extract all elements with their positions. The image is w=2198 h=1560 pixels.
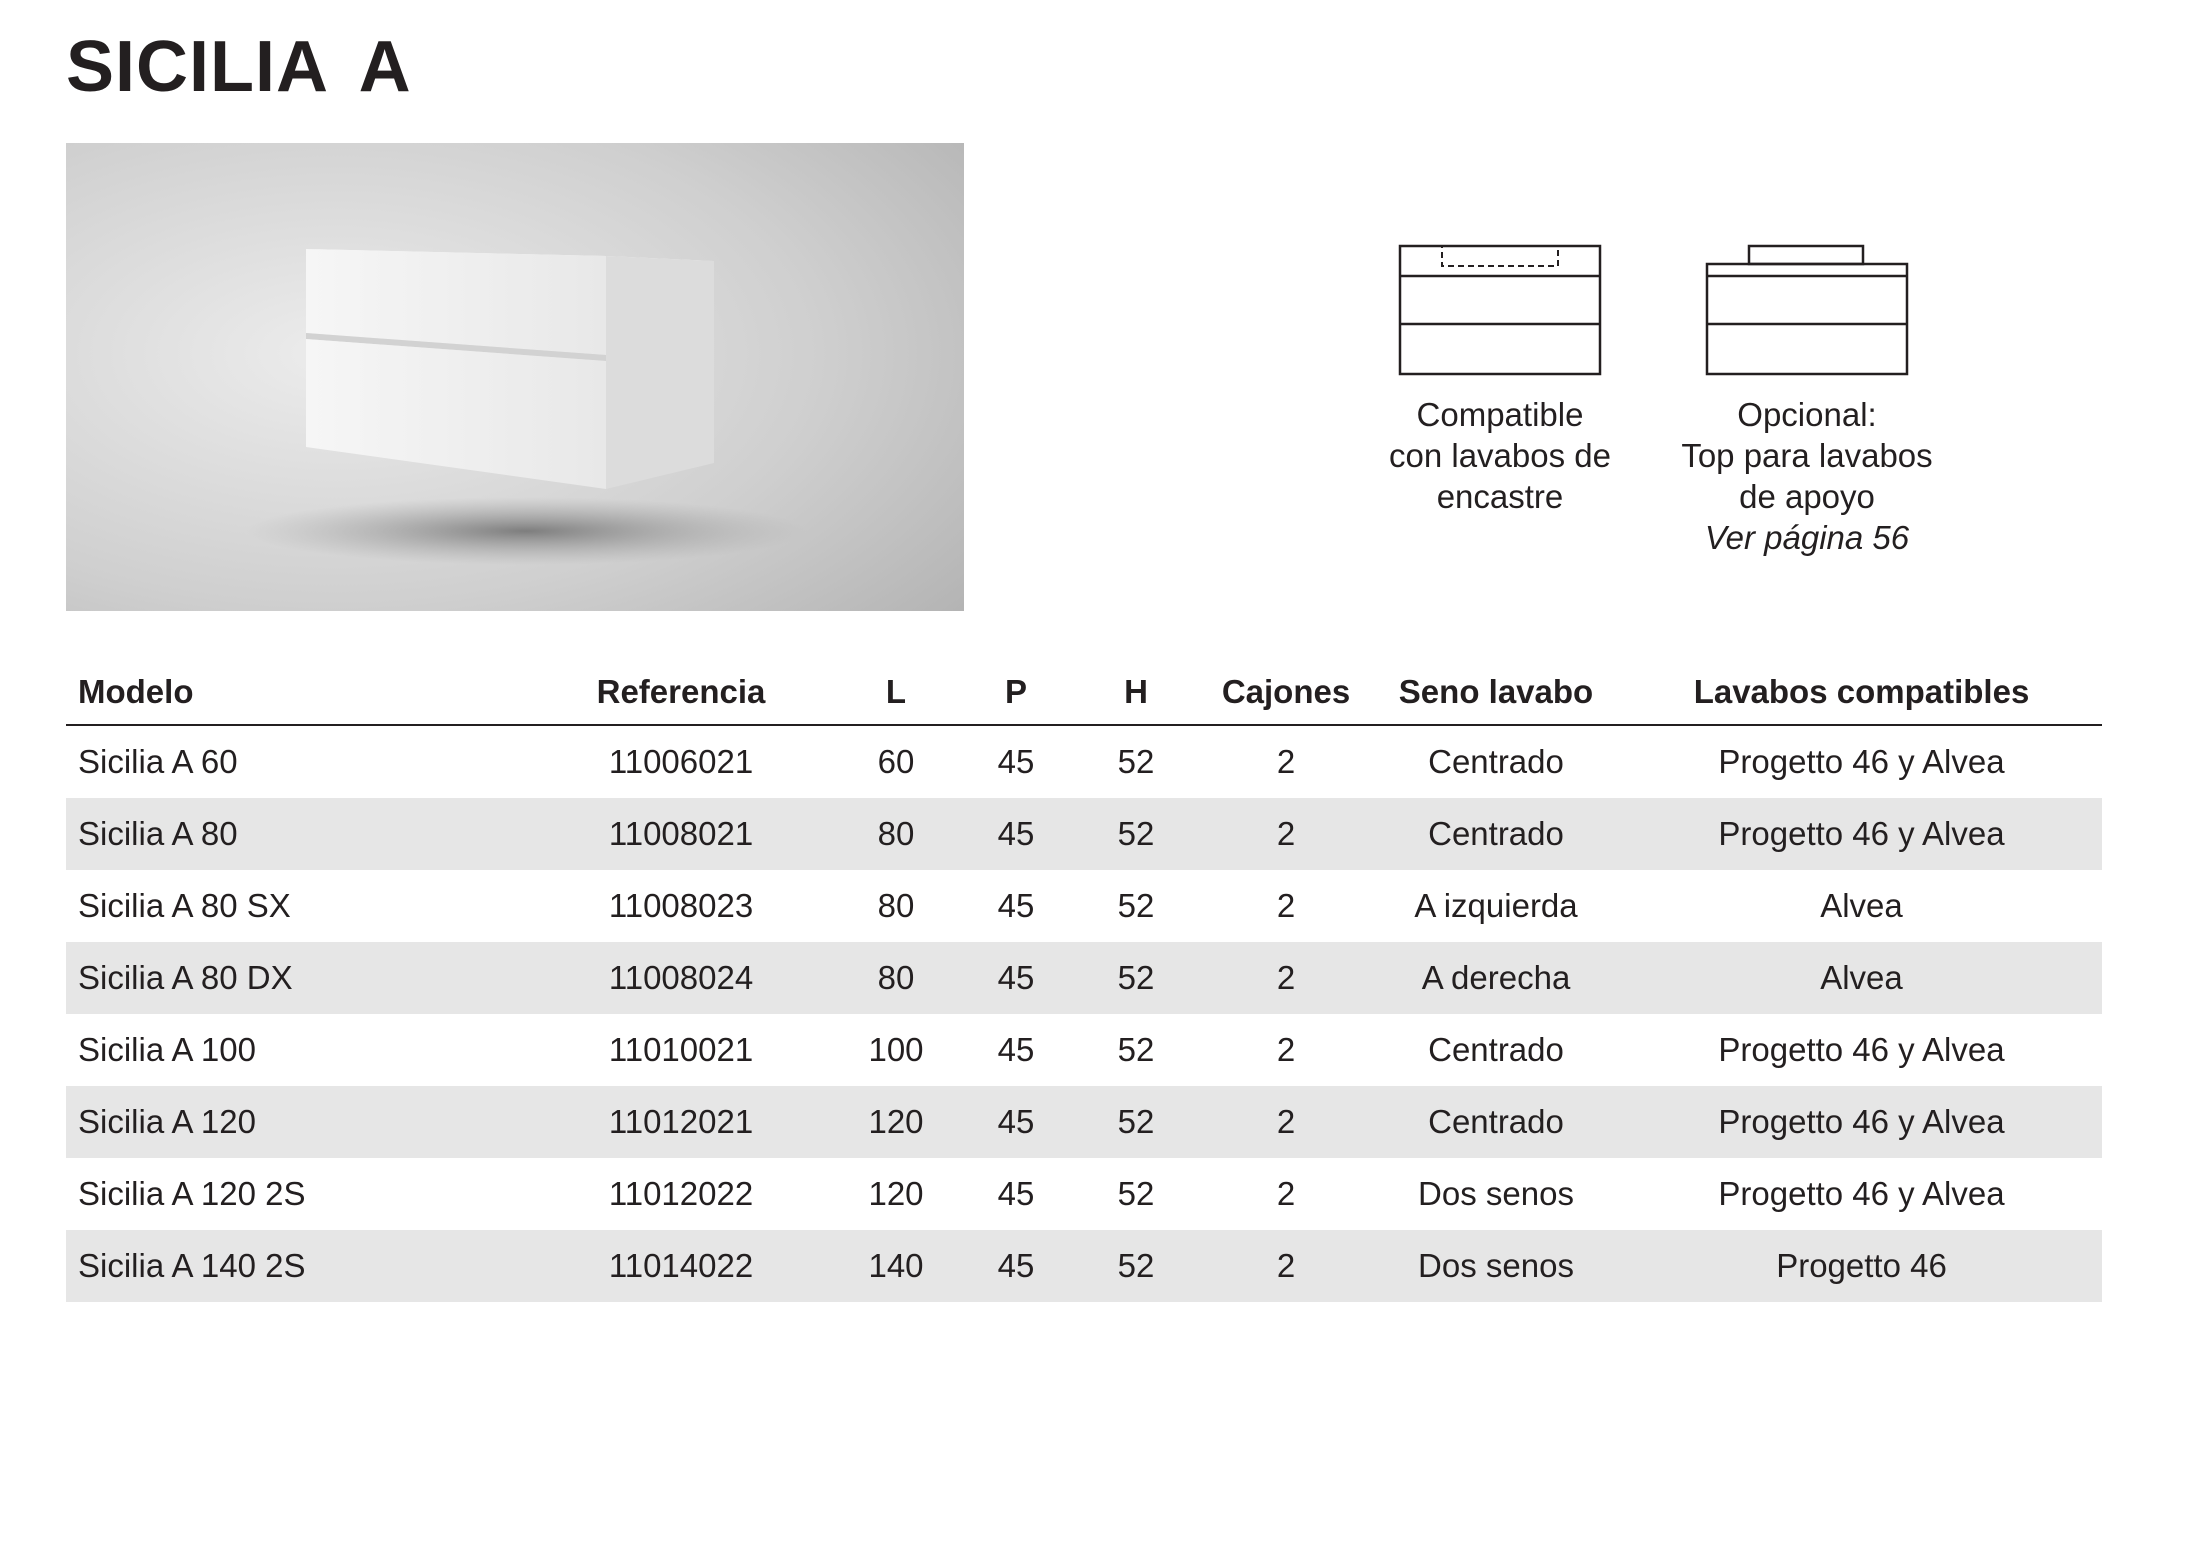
cell-modelo: Sicilia A 80 SX xyxy=(78,887,291,924)
icon-block-apoyo xyxy=(1647,240,1967,558)
cell-seno-lavabo: Centrado xyxy=(1428,1031,1564,1068)
cell-l: 60 xyxy=(877,743,915,780)
cell-cajones: 2 xyxy=(1276,887,1296,924)
table-row xyxy=(66,1158,2102,1230)
cell-l: 120 xyxy=(831,1086,961,1158)
spec-table xyxy=(66,660,2102,1302)
cell-l: 140 xyxy=(831,1230,961,1302)
cell-l: 80 xyxy=(877,887,915,924)
header-h: H xyxy=(1071,660,1201,725)
cell-modelo: Sicilia A 120 xyxy=(66,1086,531,1158)
table-row xyxy=(66,870,2102,942)
cell-modelo: Sicilia A 120 2S xyxy=(78,1175,306,1212)
icon-caption-line: Opcional: xyxy=(1737,396,1877,433)
cell-seno-lavabo: Dos senos xyxy=(1418,1175,1574,1212)
cell-referencia: 11012021 xyxy=(531,1086,831,1158)
cell-referencia: 11008023 xyxy=(608,887,754,924)
cell-lavabos-compatibles: Progetto 46 y Alvea xyxy=(1621,1086,2102,1158)
cell-referencia: 11010021 xyxy=(608,1031,754,1068)
header-cajones: Cajones xyxy=(1201,660,1371,725)
cell-p: 45 xyxy=(961,1086,1071,1158)
cell-cajones: 2 xyxy=(1201,798,1371,870)
table-row xyxy=(66,1230,2102,1302)
cell-lavabos-compatibles: Progetto 46 xyxy=(1621,1230,2102,1302)
cell-h: 52 xyxy=(1117,743,1155,780)
cell-l: 120 xyxy=(868,1175,924,1212)
icon-caption-line: encastre xyxy=(1436,478,1564,515)
icon-caption-line: con lavabos de xyxy=(1389,437,1611,474)
icon-caption-line: de apoyo xyxy=(1739,478,1875,515)
cell-lavabos-compatibles: Progetto 46 y Alvea xyxy=(1718,743,2005,780)
cell-h: 52 xyxy=(1117,1031,1155,1068)
cell-referencia: 11014022 xyxy=(531,1230,831,1302)
product-photo xyxy=(66,143,964,611)
cell-lavabos-compatibles: Alvea xyxy=(1820,887,1903,924)
header-l: L xyxy=(831,660,961,725)
cell-seno-lavabo: Centrado xyxy=(1428,743,1564,780)
page-reference: Ver página 56 xyxy=(1704,519,1910,556)
cell-seno-lavabo: Centrado xyxy=(1371,1086,1621,1158)
header-lavabos-compatibles: Lavabos compatibles xyxy=(1621,660,2102,725)
icon-caption-line: Top para lavabos xyxy=(1681,437,1933,474)
cell-p: 45 xyxy=(961,1230,1071,1302)
cell-modelo: Sicilia A 60 xyxy=(78,743,238,780)
cell-h: 52 xyxy=(1117,887,1155,924)
cell-seno-lavabo: A derecha xyxy=(1371,942,1621,1014)
cell-p: 45 xyxy=(997,1031,1035,1068)
cell-referencia: 11008021 xyxy=(531,798,831,870)
table-row xyxy=(66,725,2102,798)
cell-l: 80 xyxy=(831,798,961,870)
cell-cajones: 2 xyxy=(1276,1175,1296,1212)
cell-seno-lavabo: Centrado xyxy=(1371,798,1621,870)
icon-caption-line: Compatible xyxy=(1416,396,1584,433)
cell-h: 52 xyxy=(1117,1175,1155,1212)
cell-lavabos-compatibles: Progetto 46 y Alvea xyxy=(1718,1031,2005,1068)
vanity-inset-basin-icon xyxy=(1398,240,1602,376)
cell-cajones: 2 xyxy=(1276,743,1296,780)
cell-cajones: 2 xyxy=(1201,1086,1371,1158)
header-referencia: Referencia xyxy=(531,660,831,725)
page-title: SICILIA A xyxy=(66,27,412,107)
icon-block-encastre xyxy=(1340,240,1660,517)
table-header-row xyxy=(66,660,2102,725)
cell-modelo: Sicilia A 100 xyxy=(78,1031,256,1068)
cell-h: 52 xyxy=(1071,1230,1201,1302)
cell-h: 52 xyxy=(1071,798,1201,870)
cell-h: 52 xyxy=(1071,942,1201,1014)
cell-p: 45 xyxy=(961,942,1071,1014)
cell-h: 52 xyxy=(1071,1086,1201,1158)
cell-p: 45 xyxy=(997,887,1035,924)
cell-lavabos-compatibles: Alvea xyxy=(1621,942,2102,1014)
table-row xyxy=(66,942,2102,1014)
header-p: P xyxy=(961,660,1071,725)
cell-modelo: Sicilia A 80 xyxy=(66,798,531,870)
cell-lavabos-compatibles: Progetto 46 y Alvea xyxy=(1718,1175,2005,1212)
cell-p: 45 xyxy=(961,798,1071,870)
cell-l: 80 xyxy=(831,942,961,1014)
cell-referencia: 11008024 xyxy=(531,942,831,1014)
cell-referencia: 11006021 xyxy=(608,743,754,780)
cell-modelo: Sicilia A 140 2S xyxy=(66,1230,531,1302)
vanity-top-basin-icon xyxy=(1705,240,1909,376)
cell-modelo: Sicilia A 80 DX xyxy=(66,942,531,1014)
cell-cajones: 2 xyxy=(1201,1230,1371,1302)
header-seno-lavabo: Seno lavabo xyxy=(1371,660,1621,725)
cell-lavabos-compatibles: Progetto 46 y Alvea xyxy=(1621,798,2102,870)
table-row xyxy=(66,1086,2102,1158)
table-row xyxy=(66,798,2102,870)
cell-referencia: 11012022 xyxy=(608,1175,754,1212)
cell-p: 45 xyxy=(997,1175,1035,1212)
header-modelo: Modelo xyxy=(66,660,531,725)
table-row xyxy=(66,1014,2102,1086)
cell-cajones: 2 xyxy=(1276,1031,1296,1068)
cell-l: 100 xyxy=(868,1031,924,1068)
cell-p: 45 xyxy=(997,743,1035,780)
cell-cajones: 2 xyxy=(1201,942,1371,1014)
cell-seno-lavabo: Dos senos xyxy=(1371,1230,1621,1302)
cell-seno-lavabo: A izquierda xyxy=(1414,887,1578,924)
